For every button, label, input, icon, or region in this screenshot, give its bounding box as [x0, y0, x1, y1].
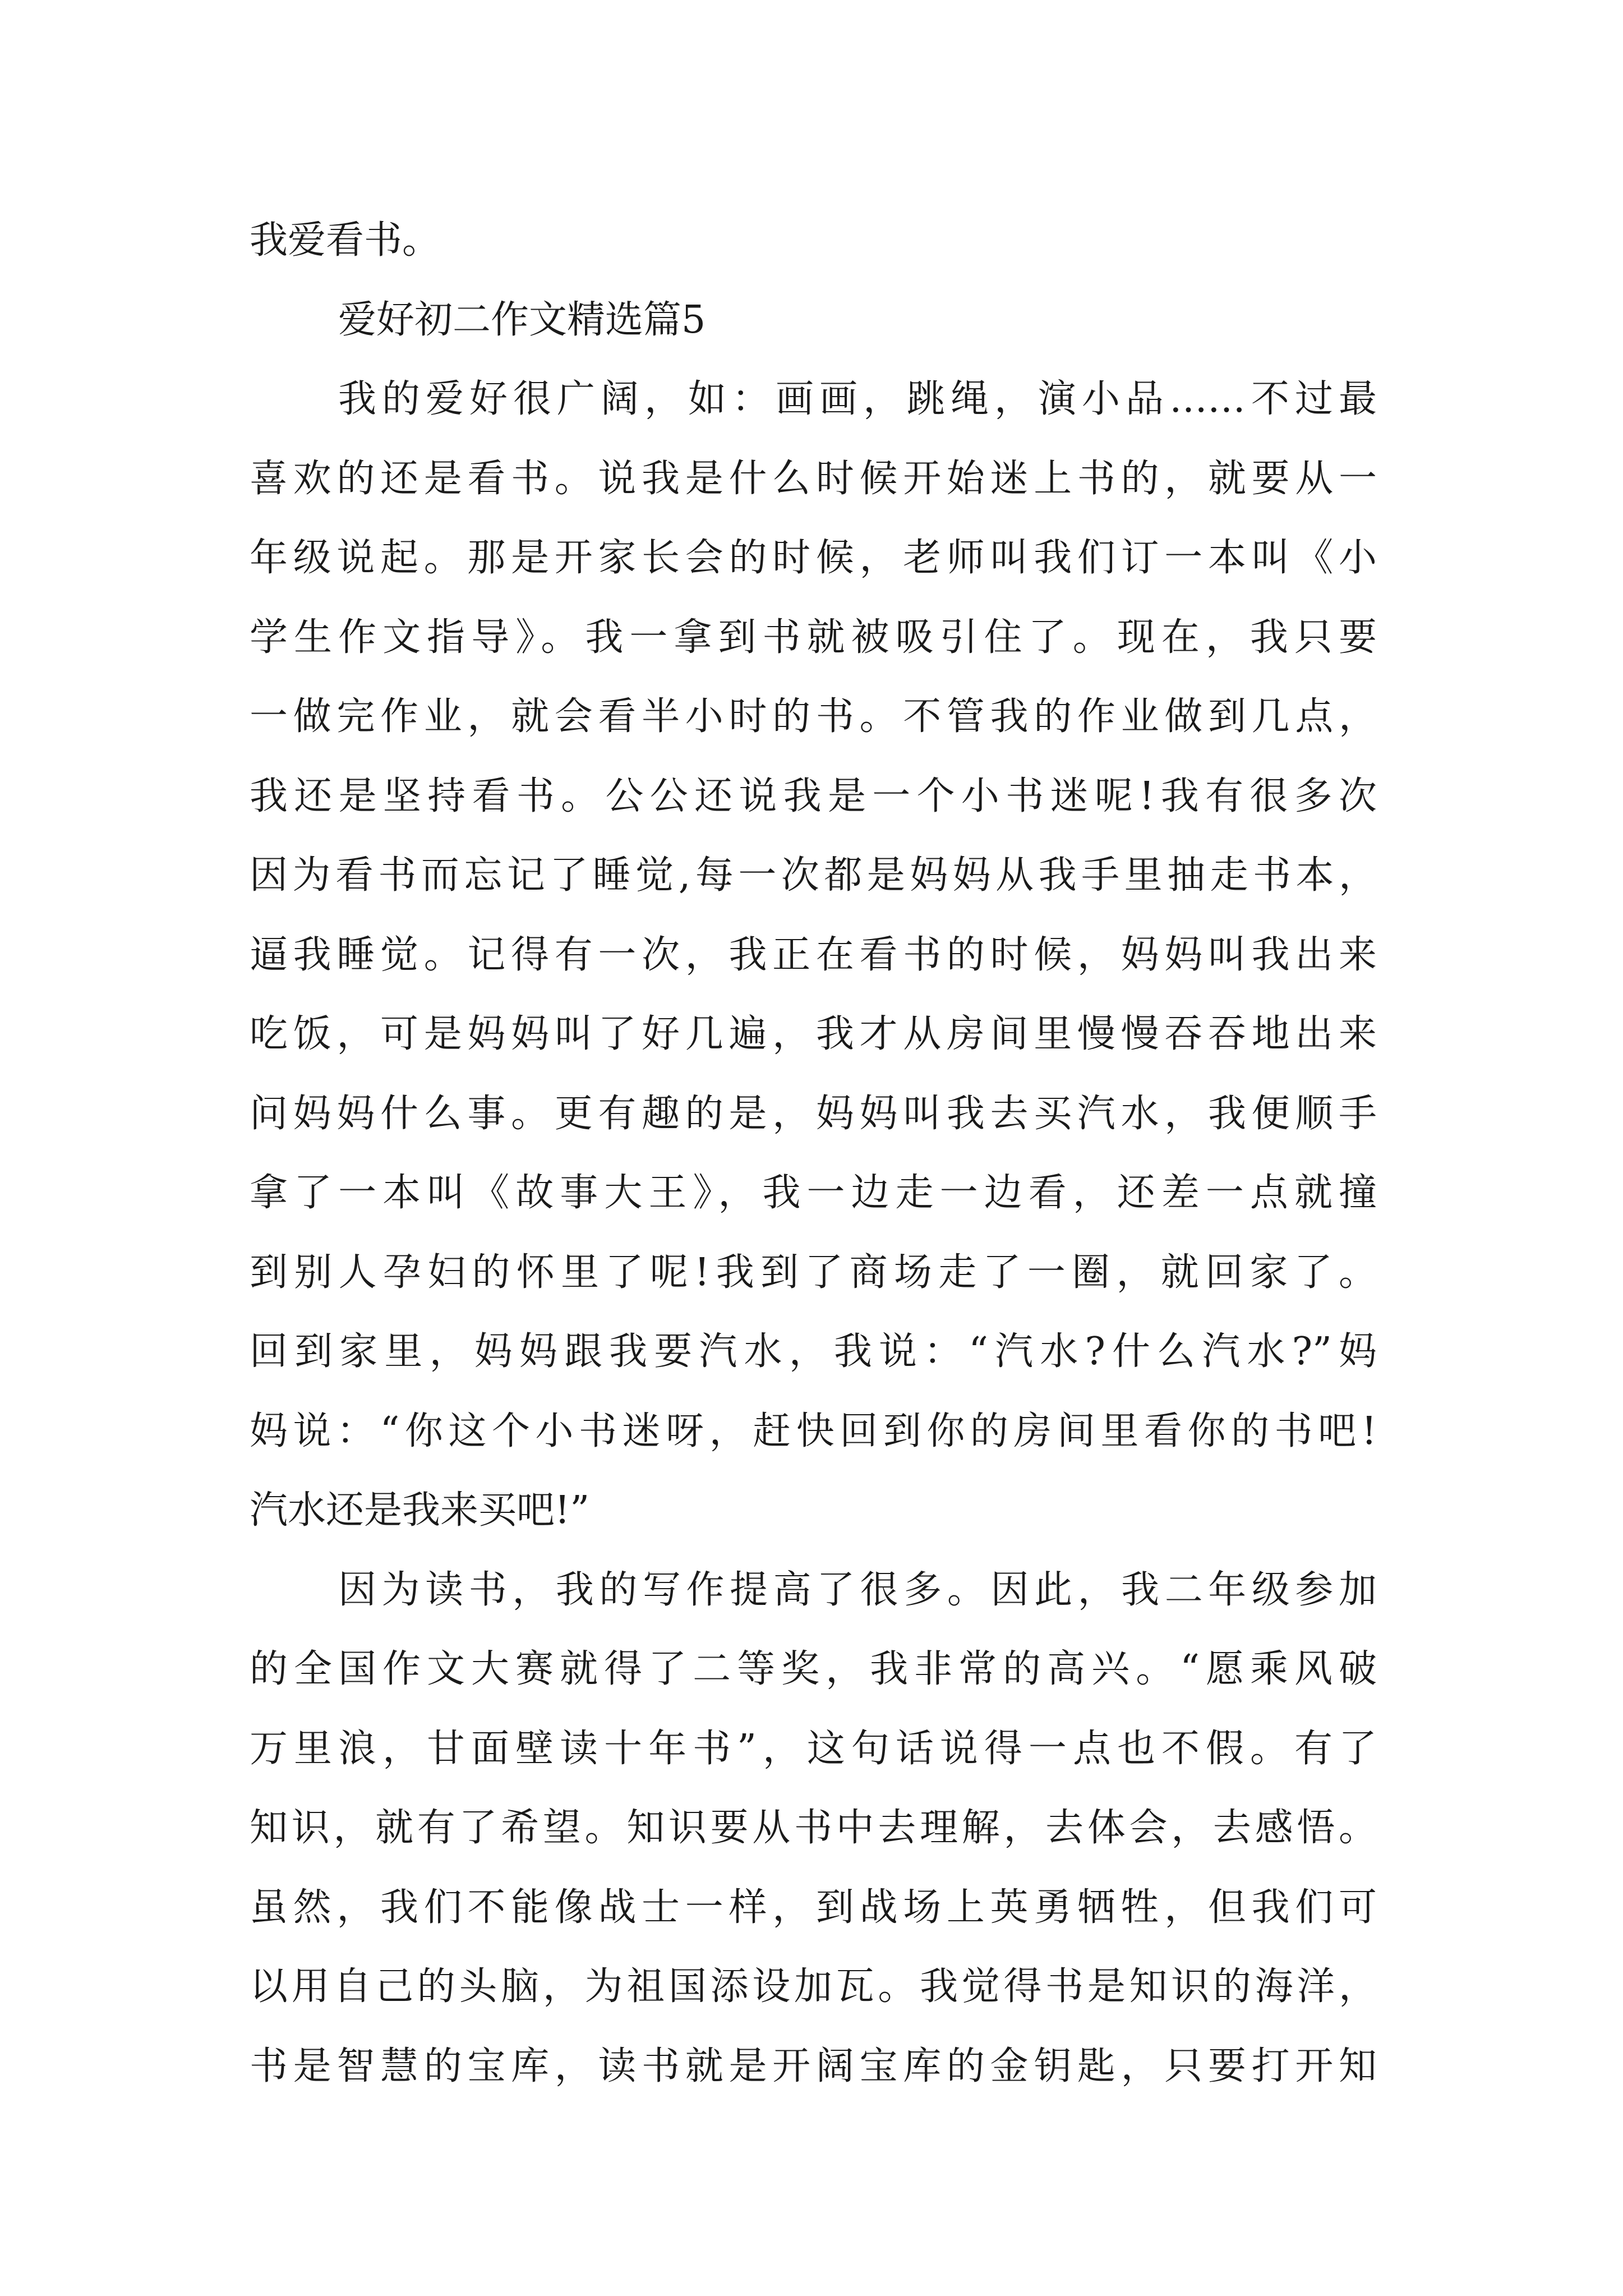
- text-line: 到别人孕妇的怀里了呢!我到了商场走了一圈，就回家了。: [250, 1250, 1377, 1295]
- text-line: 因为看书而忘记了睡觉,每一次都是妈妈从我手里抽走书本，: [250, 853, 1377, 898]
- text-line: 我的爱好很广阔，如：画画，跳绳，演小品……不过最: [338, 377, 1377, 421]
- text-line: 学生作文指导》。我一拿到书就被吸引住了。现在，我只要: [250, 615, 1377, 660]
- text-line: 以用自己的头脑，为祖国添设加瓦。我觉得书是知识的海洋，: [250, 1964, 1377, 2009]
- body-text: [250, 201, 1377, 2106]
- text-line: 问妈妈什么事。更有趣的是，妈妈叫我去买汽水，我便顺手: [250, 1091, 1377, 1136]
- text-line: 知识，就有了希望。知识要从书中去理解，去体会，去感悟。: [250, 1806, 1377, 1850]
- text-line: 一做完作业，就会看半小时的书。不管我的作业做到几点，: [250, 694, 1377, 739]
- text-line: 逼我睡觉。记得有一次，我正在看书的时候，妈妈叫我出来: [250, 932, 1377, 977]
- text-line: 回到家里，妈妈跟我要汽水，我说：“汽水?什么汽水?”妈: [250, 1329, 1377, 1374]
- text-line: 妈说：“你这个小书迷呀，赶快回到你的房间里看你的书吧!: [250, 1409, 1377, 1453]
- text-line: 吃饭，可是妈妈叫了好几遍，我才从房间里慢慢吞吞地出来: [250, 1012, 1377, 1056]
- text-line: 喜欢的还是看书。说我是什么时候开始迷上书的，就要从一: [250, 456, 1377, 501]
- text-line: 年级说起。那是开家长会的时候，老师叫我们订一本叫《小: [250, 536, 1377, 580]
- text-line: 书是智慧的宝库，读书就是开阔宝库的金钥匙，只要打开知: [250, 2044, 1377, 2088]
- text-line: 汽水还是我来买吧!”: [250, 1488, 590, 1533]
- text-line: 拿了一本叫《故事大王》，我一边走一边看，还差一点就撞: [250, 1171, 1377, 1215]
- text-line: 我爱看书。: [250, 218, 441, 263]
- text-line: 万里浪，甘面壁读十年书”，这句话说得一点也不假。有了: [250, 1726, 1377, 1771]
- text-line: 爱好初二作文精选篇5: [338, 297, 706, 342]
- text-line: 我还是坚持看书。公公还说我是一个小书迷呢!我有很多次: [250, 774, 1377, 818]
- text-line: 虽然，我们不能像战士一样，到战场上英勇牺牲，但我们可: [250, 1885, 1377, 1930]
- text-line: 的全国作文大赛就得了二等奖，我非常的高兴。“愿乘风破: [250, 1647, 1377, 1691]
- text-line: 因为读书，我的写作提高了很多。因此，我二年级参加: [338, 1567, 1377, 1612]
